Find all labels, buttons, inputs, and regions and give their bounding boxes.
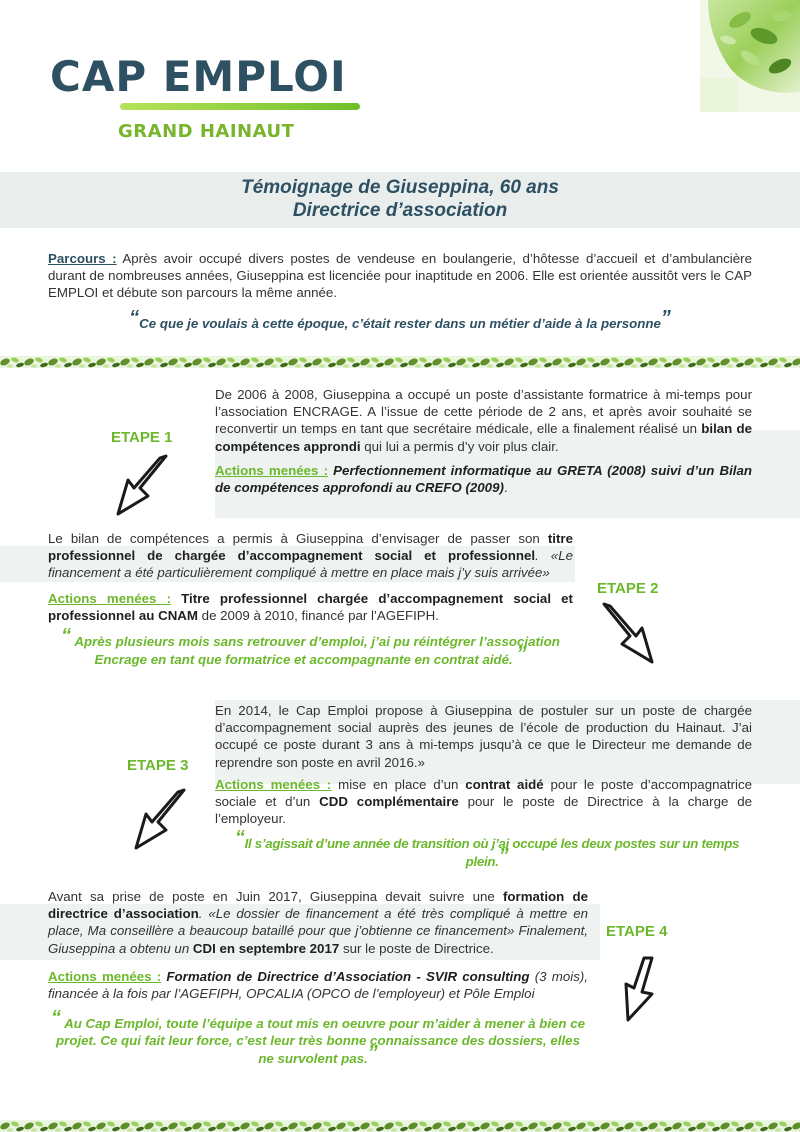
etape-3-paragraph [215, 702, 752, 771]
quote-1-text: Ce que je voulais à cette époque, c’était rester dans un métier d’aide à la personne [139, 316, 661, 331]
quote-open-mark: “ [129, 307, 140, 329]
title-band [0, 172, 800, 228]
page-title: Témoignage de Giuseppina, 60 ans [241, 177, 559, 198]
etape-3-actions-a: mise en place d’un [331, 777, 466, 792]
etape-3-quote [232, 827, 742, 870]
logo-sub-text: GRAND HAINAUT [118, 121, 295, 142]
etape-4-actions-text: (3 mois), financée à la fois par l’AGEFIPH, OPCALIA (OPCO de l’employeur) et Pôle Emploi [48, 969, 588, 1002]
etape-1-text-b: qui lui a permis d’y voir plus clair. [360, 438, 559, 454]
etape-2-actions-bold: Titre professionnel chargée d’accompagnement social et professionnel au CNAM [48, 591, 573, 624]
etape-2-paragraph [48, 530, 573, 582]
parcours-paragraph [48, 250, 752, 302]
quote-close-mark: ” [498, 845, 509, 867]
leaf-decoration-top-right [700, 0, 800, 112]
etape-2-actions-text: de 2009 à 2010, financé par l’AGEFIPH. [197, 608, 439, 624]
etape-1-paragraph [215, 386, 752, 455]
etape-1-actions [215, 462, 752, 496]
quote-1 [48, 307, 752, 332]
etape-3-actions-bold-a: contrat aidé [465, 777, 544, 792]
etape-3-actions-bold-b: CDD complémentaire [319, 794, 459, 810]
etape-2-actions [48, 590, 573, 624]
etape-3-quote-text: Il s’agissait d’une année de transition où j’ai occupé les deux postes sur un temps plein. [244, 836, 740, 869]
arrow-down-icon [618, 954, 666, 1024]
logo-main-text: CAP EMPLOI [50, 52, 347, 101]
leaf-strip-footer [0, 1120, 800, 1132]
arrow-down-left-icon [110, 452, 172, 520]
etape-1-text-a: De 2006 à 2008, Giuseppina a occupé un poste d’assistante formatrice à mi-temps pour l’association ENCRAGE. A l’issue de cette période de 2 ans, et après avoir souhaité se reconvertir un temps en tant que secrétaire médicale, elle a finalement réalisé un [215, 387, 752, 437]
etape-4-text-c: sur le poste de Directrice. [339, 940, 494, 956]
etape-4-bold-a: formation de directrice d’association [48, 889, 588, 922]
etape-2-quote-text: Après plusieurs mois sans retrouver d’emploi, j’ai pu réintégrer l’association Encrage en tant que formatrice et accompagnante en contrat aidé. [71, 634, 560, 667]
etape-2-text-b: . «Le financement a été particulièrement compliqué à mettre en place mais j’y suis arrivée» [48, 548, 573, 581]
etape-4-label: ETAPE 4 [606, 923, 668, 940]
etape-4-actions [48, 968, 588, 1002]
etape-1-actions-label: Actions menées : [215, 463, 329, 478]
etape-2-label: ETAPE 2 [597, 580, 659, 597]
cap-emploi-logo [50, 52, 370, 145]
etape-2-text-a: Le bilan de compétences a permis à Giuseppina d’envisager de passer son [48, 531, 548, 546]
etape-4-quote-text: Au Cap Emploi, toute l’équipe a tout mis en oeuvre pour m’aider à mener à bien ce projet. Ce qui fait leur force, c’est leur très bonne connaissance des dossiers, elles ne survolent pas. [56, 1016, 586, 1066]
etape-3-actions-c: pour le poste de Directrice à la charge de l’employeur. [215, 794, 753, 827]
quote-open-mark: “ [61, 625, 72, 647]
etape-3-text: En 2014, le Cap Emploi propose à Giuseppina de postuler sur un poste de chargée d’accompagnement social auprès des jeunes de l’école de production du Hainaut. J’ai occupé ce poste durant 3 ans à mi-temps jusqu’à ce que le Directeur me demande de reprendre son poste en avril 2016.» [215, 703, 752, 770]
etape-3-actions-b: pour le poste d’accompagnatrice sociale et d’un [215, 777, 753, 810]
etape-1-label: ETAPE 1 [111, 429, 173, 446]
quote-close-mark: ” [367, 1042, 378, 1064]
etape-2-bold-a: titre professionnel de chargée d’accompagnement social et professionnel [48, 531, 573, 564]
etape-1-actions-text: Perfectionnement informatique au GRETA (2008) suivi d’un Bilan de compétences approfondi au CREFO (2009) [215, 463, 752, 496]
parcours-label: Parcours : [48, 251, 117, 266]
etape-2-actions-label: Actions menées : [48, 591, 171, 606]
etape-2-quote [48, 625, 573, 668]
etape-4-paragraph [48, 888, 588, 957]
quote-open-mark: “ [234, 827, 245, 849]
arrow-down-right-icon [598, 600, 660, 668]
etape-4-text-a: Avant sa prise de poste en Juin 2017, Giuseppina devait suivre une [48, 889, 503, 904]
arrow-down-left-icon [128, 786, 190, 854]
page-subtitle: Directrice d’association [292, 200, 508, 221]
etape-4-actions-label: Actions menées : [48, 969, 162, 984]
quote-close-mark: ” [660, 307, 671, 329]
logo-green-bar [120, 103, 360, 110]
quote-open-mark: “ [50, 1007, 61, 1029]
quote-close-mark: ” [516, 643, 527, 665]
leaf-strip-divider [0, 356, 800, 368]
etape-1-actions-end: . [503, 480, 508, 496]
etape-4-text-b: . «Le dossier de financement a été très compliqué à mettre en place, Ma conseillère a beaucoup bataillé pour que j’obtienne ce financement» Finalement, Giuseppina a obtenu un [48, 906, 588, 956]
parcours-text: Après avoir occupé divers postes de vendeuse en boulangerie, d’hôtesse d’accueil et d’ambulancière durant de nombreuses années, Giuseppina est licenciée pour inaptitude en 2006. Elle est orientée aussitôt vers le CAP EMPLOI et débute son parcours la même année. [48, 251, 752, 301]
etape-3-label: ETAPE 3 [127, 757, 189, 774]
etape-4-bold-b: CDI en septembre 2017 [192, 940, 340, 956]
etape-1-bold-a: bilan de compétences approndi [215, 421, 752, 454]
etape-3-actions [215, 776, 752, 828]
etape-4-actions-bold: Formation de Directrice d’Association - SVIR consulting [161, 969, 530, 984]
etape-3-actions-label: Actions menées : [215, 777, 332, 792]
etape-4-quote [48, 1007, 588, 1067]
